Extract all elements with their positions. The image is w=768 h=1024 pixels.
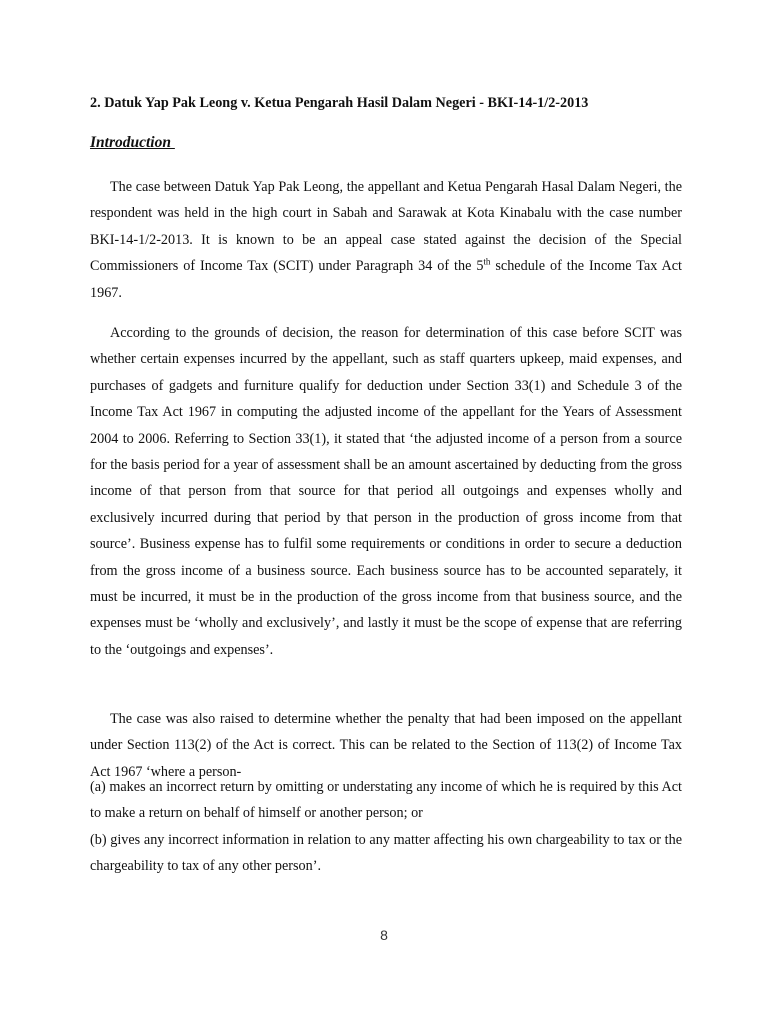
clause-b: (b) gives any incorrect information in relation to any matter affecting his own chargeability to tax or the chargeability to tax of any other person’. xyxy=(90,831,682,875)
paragraph-2-text: According to the grounds of decision, the reason for determination of this case before SCIT was whether certain expenses incurred by the appellant, such as staff quarters upkeep, maid expenses, and purchases of gadgets and furniture qualify for deduction under Section 33(1) and Schedule 3 of the Income Tax Act 1967 in computing the adjusted income of the appellant for the Years of Assessment 2004 to 2006. Referring to Section 33(1), it stated that ‘the adjusted income of a person from a source for the basis period for a year of assessment shall be an amount ascertained by deducting from the gross income of that person from that source for that period all outgoings and expenses wholly and exclusively incurred during that period by that person in the production of gross income from that source’. Business expense has to fulfil some requirements or conditions in order to secure a deduction from the gross income of a business source. Each business source has to be accounted separately, it must be incurred, it must be in the production of the gross income from that business source, and the expenses must be ‘wholly and exclusively’, and lastly it must be the scope of expense that are referring to the ‘outgoings and expenses’. xyxy=(90,325,682,658)
clause-a: (a) makes an incorrect return by omitting or understating any income of which he is required by this Act to make a return on behalf of himself or another person; or xyxy=(90,779,682,822)
paragraph-3-text: The case was also raised to determine whether the penalty that had been imposed on the appellant under Section 113(2) of the Act is correct. This can be related to the Section of 113(2) of Income Tax Act 1967 ‘where a person- xyxy=(90,711,682,780)
paragraph-1-text-a: The case between Datuk Yap Pak Leong, the appellant and Ketua Pengarah Hasal Dalam Negeri, the respondent was held in the high court in Sabah and Sarawak at Kota Kinabalu with the case number BKI-14-1/2-2013. It is known to be an appeal case stated against the decision of the Special Commissioners of Income Tax (SCIT) under Paragraph 34 of the 5 xyxy=(90,179,682,275)
case-heading: 2. Datuk Yap Pak Leong v. Ketua Pengarah Hasil Dalam Negeri - BKI-14-1/2-2013 xyxy=(90,95,589,111)
statute-clauses xyxy=(90,774,682,880)
paragraph-grounds-of-decision xyxy=(90,320,682,663)
superscript-th: th xyxy=(483,256,491,267)
page-number: 8 xyxy=(380,927,388,943)
section-title-introduction: Introduction xyxy=(90,134,175,151)
paragraph-case-background xyxy=(90,174,682,306)
paragraph-1-text-b: schedule of the Income Tax Act 1967. xyxy=(90,258,682,301)
